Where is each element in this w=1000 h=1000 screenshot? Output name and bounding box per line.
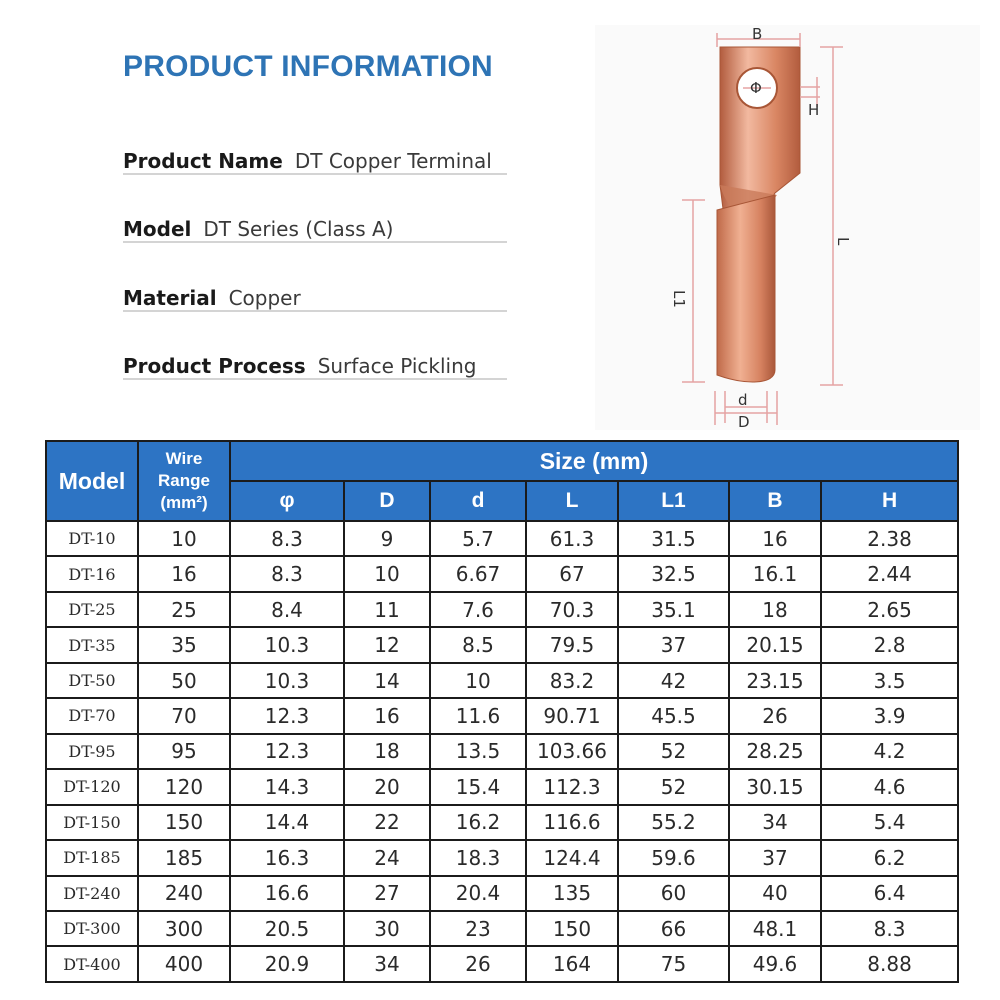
terminal-barrel xyxy=(717,195,775,382)
table-cell: 55.2 xyxy=(618,805,729,840)
dim-label-phi: Φ xyxy=(750,79,762,97)
table-cell: 60 xyxy=(618,876,729,911)
table-cell: 3.9 xyxy=(821,698,958,733)
table-cell: 28.25 xyxy=(729,734,821,769)
table-cell: 45.5 xyxy=(618,698,729,733)
wire-header-line-3: (mm²) xyxy=(160,493,208,512)
table-cell: 6.2 xyxy=(821,840,958,875)
table-cell: 10 xyxy=(344,556,430,591)
dim-label-l: L xyxy=(834,237,852,246)
table-cell: 79.5 xyxy=(526,627,618,662)
info-label-product-name: Product Name xyxy=(123,149,283,173)
table-cell: 9 xyxy=(344,521,430,556)
table-cell: 48.1 xyxy=(729,911,821,946)
table-cell: 400 xyxy=(138,946,230,982)
table-cell: 8.3 xyxy=(821,911,958,946)
model-cell: DT-50 xyxy=(46,663,138,698)
table-cell: 24 xyxy=(344,840,430,875)
table-cell: 11.6 xyxy=(430,698,526,733)
dim-label-l1: L1 xyxy=(670,290,688,308)
table-cell: 8.5 xyxy=(430,627,526,662)
info-row-material xyxy=(123,274,507,312)
model-cell: DT-16 xyxy=(46,556,138,591)
table-cell: 30.15 xyxy=(729,769,821,804)
table-row xyxy=(46,840,958,875)
info-row-product-name xyxy=(123,137,507,175)
dim-label-d-outer: D xyxy=(738,413,750,430)
table-cell: 16 xyxy=(138,556,230,591)
col-header-b: B xyxy=(729,481,821,521)
table-cell: 16 xyxy=(344,698,430,733)
table-cell: 2.8 xyxy=(821,627,958,662)
table-cell: 10 xyxy=(138,521,230,556)
table-cell: 4.6 xyxy=(821,769,958,804)
table-cell: 18 xyxy=(729,592,821,627)
table-cell: 20.4 xyxy=(430,876,526,911)
table-cell: 15.4 xyxy=(430,769,526,804)
table-cell: 75 xyxy=(618,946,729,982)
table-cell: 7.6 xyxy=(430,592,526,627)
table-cell: 12.3 xyxy=(230,734,344,769)
table-cell: 23.15 xyxy=(729,663,821,698)
table-cell: 66 xyxy=(618,911,729,946)
table-cell: 185 xyxy=(138,840,230,875)
table-row xyxy=(46,663,958,698)
table-body xyxy=(46,521,958,982)
table-cell: 95 xyxy=(138,734,230,769)
table-cell: 27 xyxy=(344,876,430,911)
table-cell: 16.1 xyxy=(729,556,821,591)
table-cell: 135 xyxy=(526,876,618,911)
table-row xyxy=(46,592,958,627)
table-cell: 150 xyxy=(526,911,618,946)
col-header-model: Model xyxy=(46,441,138,521)
dim-label-b: B xyxy=(752,25,763,43)
table-cell: 103.66 xyxy=(526,734,618,769)
table-cell: 164 xyxy=(526,946,618,982)
col-header-h: H xyxy=(821,481,958,521)
table-cell: 18.3 xyxy=(430,840,526,875)
info-row-model xyxy=(123,205,507,243)
col-header-wire-range xyxy=(138,441,230,521)
table-cell: 37 xyxy=(618,627,729,662)
col-header-l: L xyxy=(526,481,618,521)
table-row xyxy=(46,556,958,591)
table-cell: 11 xyxy=(344,592,430,627)
model-cell: DT-35 xyxy=(46,627,138,662)
table-row xyxy=(46,911,958,946)
table-cell: 120 xyxy=(138,769,230,804)
model-cell: DT-185 xyxy=(46,840,138,875)
table-cell: 13.5 xyxy=(430,734,526,769)
terminal-diagram xyxy=(595,25,980,430)
table-cell: 12 xyxy=(344,627,430,662)
col-header-d-inner: d xyxy=(430,481,526,521)
table-cell: 4.2 xyxy=(821,734,958,769)
table-cell: 116.6 xyxy=(526,805,618,840)
col-header-size: Size (mm) xyxy=(230,441,958,481)
table-cell: 61.3 xyxy=(526,521,618,556)
table-cell: 31.5 xyxy=(618,521,729,556)
table-cell: 150 xyxy=(138,805,230,840)
table-row xyxy=(46,521,958,556)
table-cell: 32.5 xyxy=(618,556,729,591)
table-cell: 34 xyxy=(729,805,821,840)
table-cell: 10.3 xyxy=(230,663,344,698)
table-cell: 30 xyxy=(344,911,430,946)
table-cell: 5.7 xyxy=(430,521,526,556)
table-cell: 124.4 xyxy=(526,840,618,875)
table-row xyxy=(46,627,958,662)
table-cell: 240 xyxy=(138,876,230,911)
table-cell: 18 xyxy=(344,734,430,769)
table-row xyxy=(46,876,958,911)
table-cell: 20.9 xyxy=(230,946,344,982)
table-cell: 6.4 xyxy=(821,876,958,911)
info-label-product-process: Product Process xyxy=(123,354,306,378)
table-cell: 83.2 xyxy=(526,663,618,698)
table-cell: 26 xyxy=(430,946,526,982)
table-cell: 52 xyxy=(618,734,729,769)
model-cell: DT-300 xyxy=(46,911,138,946)
table-cell: 16.6 xyxy=(230,876,344,911)
table-cell: 20.5 xyxy=(230,911,344,946)
table-cell: 70.3 xyxy=(526,592,618,627)
col-header-phi: φ xyxy=(230,481,344,521)
spec-table xyxy=(45,440,959,983)
table-cell: 8.88 xyxy=(821,946,958,982)
table-cell: 59.6 xyxy=(618,840,729,875)
model-cell: DT-25 xyxy=(46,592,138,627)
model-cell: DT-400 xyxy=(46,946,138,982)
table-cell: 2.65 xyxy=(821,592,958,627)
table-cell: 70 xyxy=(138,698,230,733)
col-header-l1: L1 xyxy=(618,481,729,521)
table-cell: 300 xyxy=(138,911,230,946)
info-label-model: Model xyxy=(123,217,192,241)
table-cell: 20.15 xyxy=(729,627,821,662)
product-info-title: PRODUCT INFORMATION xyxy=(123,50,493,83)
table-cell: 6.67 xyxy=(430,556,526,591)
table-cell: 10.3 xyxy=(230,627,344,662)
model-cell: DT-150 xyxy=(46,805,138,840)
table-cell: 35.1 xyxy=(618,592,729,627)
table-cell: 8.3 xyxy=(230,556,344,591)
table-header-row-1 xyxy=(46,441,958,481)
table-cell: 20 xyxy=(344,769,430,804)
table-cell: 2.38 xyxy=(821,521,958,556)
table-cell: 25 xyxy=(138,592,230,627)
table-cell: 10 xyxy=(430,663,526,698)
info-value-product-name: DT Copper Terminal xyxy=(294,149,492,173)
table-cell: 22 xyxy=(344,805,430,840)
copper-terminal xyxy=(717,47,800,382)
table-cell: 42 xyxy=(618,663,729,698)
model-cell: DT-120 xyxy=(46,769,138,804)
table-row xyxy=(46,946,958,982)
table-cell: 67 xyxy=(526,556,618,591)
table-cell: 37 xyxy=(729,840,821,875)
table-cell: 16.3 xyxy=(230,840,344,875)
info-row-product-process xyxy=(123,342,507,380)
wire-header-line-2: Range xyxy=(158,471,210,490)
terminal-diagram-svg xyxy=(595,25,980,430)
model-cell: DT-10 xyxy=(46,521,138,556)
model-cell: DT-70 xyxy=(46,698,138,733)
col-header-d-outer: D xyxy=(344,481,430,521)
table-cell: 52 xyxy=(618,769,729,804)
table-cell: 40 xyxy=(729,876,821,911)
table-cell: 3.5 xyxy=(821,663,958,698)
table-cell: 49.6 xyxy=(729,946,821,982)
table-cell: 26 xyxy=(729,698,821,733)
dim-label-h: H xyxy=(808,101,820,119)
info-label-material: Material xyxy=(123,286,217,310)
table-cell: 8.3 xyxy=(230,521,344,556)
table-cell: 50 xyxy=(138,663,230,698)
table-cell: 16 xyxy=(729,521,821,556)
table-cell: 16.2 xyxy=(430,805,526,840)
table-cell: 14.3 xyxy=(230,769,344,804)
table-row xyxy=(46,805,958,840)
table-cell: 12.3 xyxy=(230,698,344,733)
info-value-material: Copper xyxy=(228,286,301,310)
table-cell: 14 xyxy=(344,663,430,698)
table-cell: 90.71 xyxy=(526,698,618,733)
table-cell: 112.3 xyxy=(526,769,618,804)
table-cell: 23 xyxy=(430,911,526,946)
table-cell: 34 xyxy=(344,946,430,982)
table-cell: 5.4 xyxy=(821,805,958,840)
table-row xyxy=(46,769,958,804)
info-value-product-process: Surface Pickling xyxy=(317,354,477,378)
wire-header-line-1: Wire xyxy=(165,449,203,468)
dim-label-d-inner: d xyxy=(738,391,748,409)
model-cell: DT-95 xyxy=(46,734,138,769)
table-row xyxy=(46,698,958,733)
table-cell: 35 xyxy=(138,627,230,662)
product-info-panel xyxy=(25,40,585,425)
table-row xyxy=(46,734,958,769)
table-cell: 8.4 xyxy=(230,592,344,627)
info-value-model: DT Series (Class A) xyxy=(203,217,394,241)
model-cell: DT-240 xyxy=(46,876,138,911)
table-cell: 2.44 xyxy=(821,556,958,591)
table-cell: 14.4 xyxy=(230,805,344,840)
